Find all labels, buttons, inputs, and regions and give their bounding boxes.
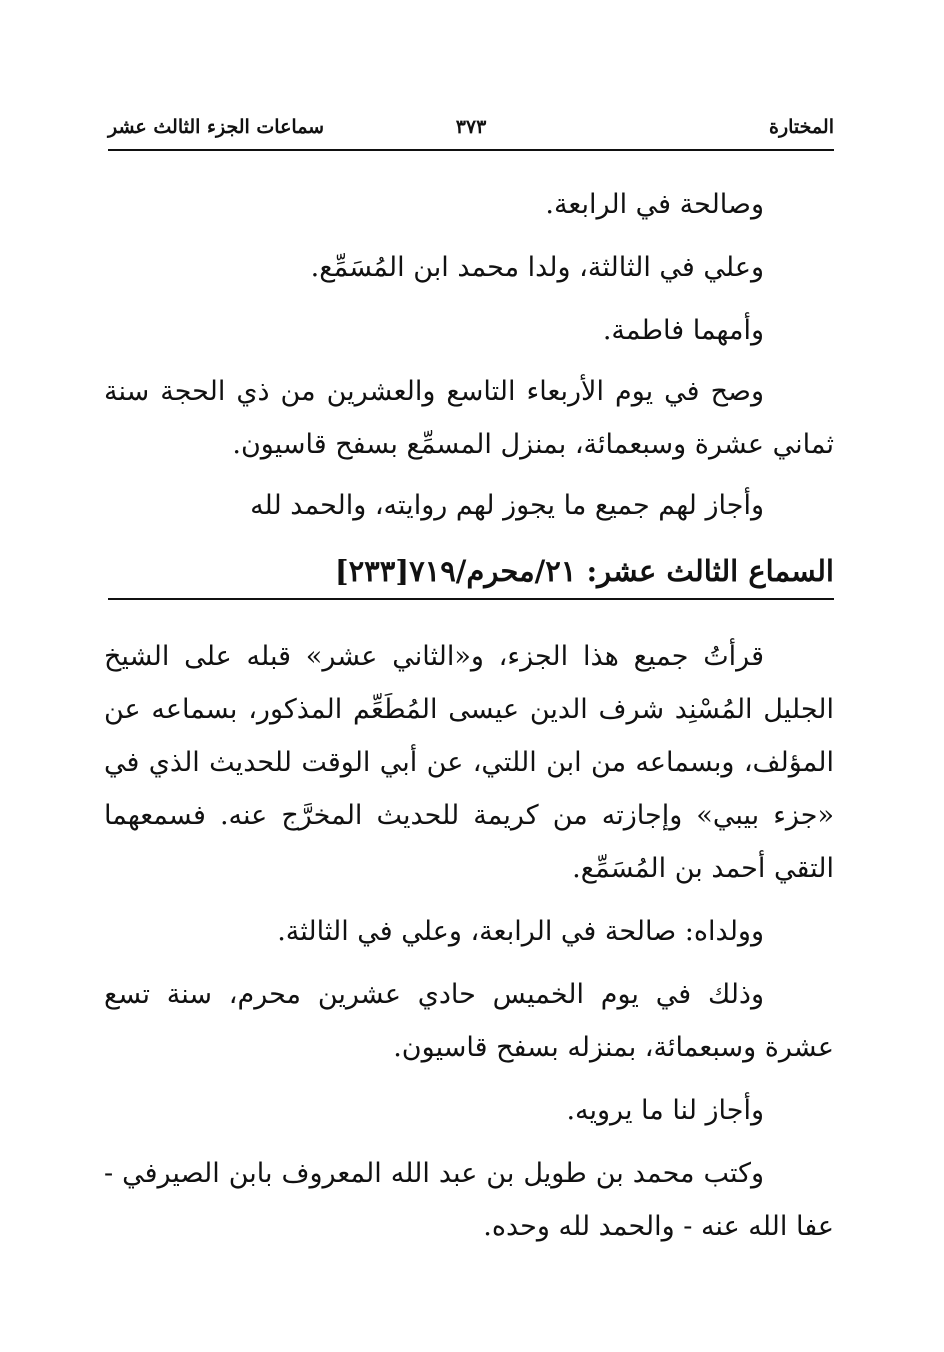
- paragraph: وكتب محمد بن طويل بن عبد الله المعروف بابن الصيرفي - عفا الله عنه - والحمد لله وحده.: [104, 1158, 834, 1242]
- running-header: [108, 112, 834, 146]
- paragraph: وذلك في يوم الخميس حادي عشرين محرم، سنة تسع عشرة وسبعمائة، بمنزله بسفح قاسيون.: [104, 979, 834, 1063]
- header-book-title: المختارة: [769, 116, 834, 138]
- paragraph: وأمهما فاطمة.: [602, 315, 764, 346]
- header-rule: [108, 149, 834, 151]
- paragraph: وصالحة في الرابعة.: [545, 189, 764, 220]
- header-page-number: ٣٧٣: [455, 116, 487, 138]
- section-heading-rule: [108, 598, 834, 600]
- paragraph: قرأتُ جميع هذا الجزء، و«الثاني عشر» قبله على الشيخ الجليل المُسْنِد شرف الدين عيسى المُطَعِّم المذكور، بسماعه عن المؤلف، وبسماعه من ابن اللتي، عن أبي الوقت للحديث الذي في «جزء بيبي» وإجازته من كريمة للحديث المخرَّج عنه. فسمعهما التقي أحمد بن المُسَمِّع.: [104, 641, 834, 884]
- paragraph: وأجاز لنا ما يرويه.: [566, 1095, 764, 1126]
- paragraph: وصح في يوم الأربعاء التاسع والعشرين من ذي الحجة سنة ثماني عشرة وسبعمائة، بمنزل المسمِّع بسفح قاسيون.: [104, 376, 834, 460]
- paragraph: وعلي في الثالثة، ولدا محمد ابن المُسَمِّع.: [310, 252, 764, 283]
- paragraph: وأجاز لهم جميع ما يجوز لهم روايته، والحمد لله: [250, 490, 764, 521]
- section-heading: السماع الثالث عشر: ٢١/محرم/٧١٩[٢٣٣]: [334, 554, 834, 588]
- top-text-block: [104, 178, 834, 532]
- paragraph: وولداه: صالحة في الرابعة، وعلي في الثالثة.: [277, 916, 764, 947]
- header-section-title: سماعات الجزء الثالث عشر: [108, 116, 325, 138]
- main-text-block: [104, 630, 834, 1253]
